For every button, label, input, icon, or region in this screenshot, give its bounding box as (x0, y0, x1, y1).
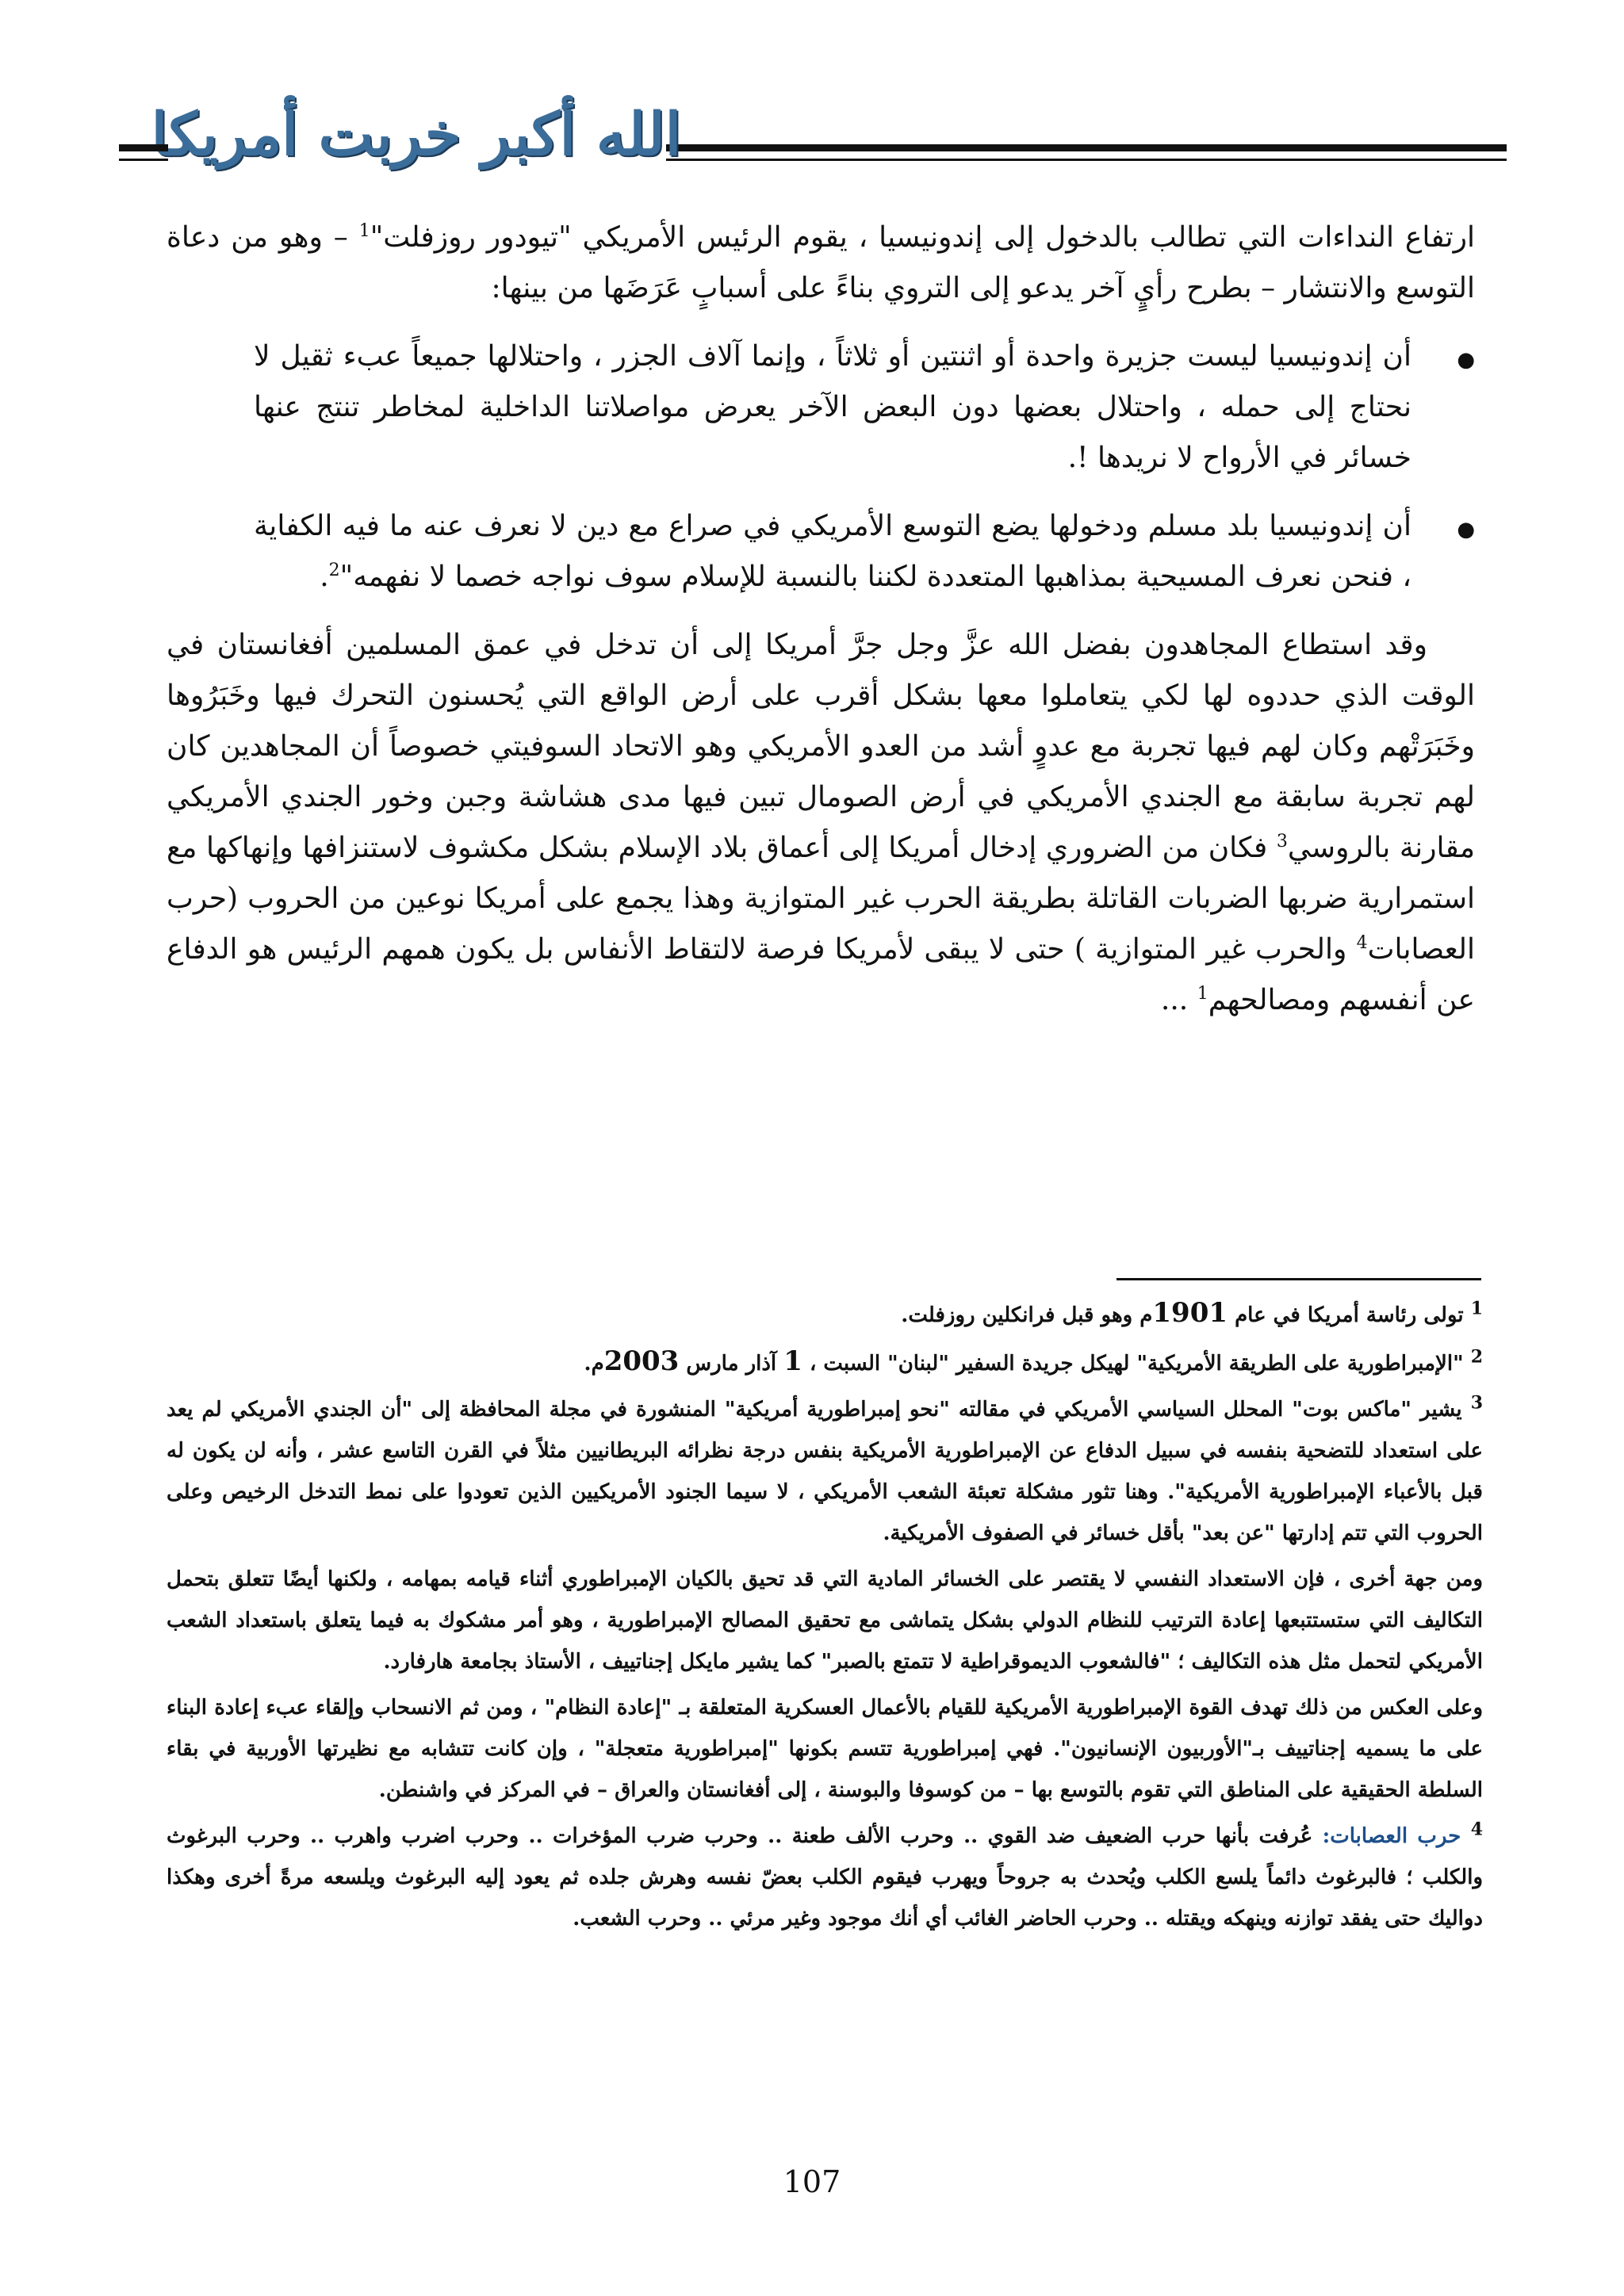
footnote-2: $^2$ "الإمبراطورية على الطريقة الأمريكية" لهيكل جريدة السفير "لبنان" السبت ، 1 آذار مارس 2003م. (584, 1345, 1483, 1377)
header-rule-right (666, 144, 1507, 151)
paragraph-2: وقد استطاع المجاهدون بفضل الله عزَّ وجل جرَّ أمريكا إلى أن تدخل في عمق المسلمين أفغانستان في الوقت الذي حددوه لها لكي يتعاملوا معها بشكل أقرب على أرض الواقع التي يُحسنون التحرك فيها وخَبَرُوها وخَبَرَتْهم وكان لهم فيها تجربة مع عدوٍ أشد من العدو الأمريكي وهو الاتحاد السوفيتي خصوصاً أن المجاهدين كان لهم تجربة سابقة مع الجندي الأمريكي في أرض الصومال تبين فيها مدى هشاشة وجبن وخور الجندي الأمريكي مقارنة بالروسي$^3$ فكان من الضروري إدخال أمريكا إلى أعماق بلاد الإسلام بشكل مكشوف لاستنزافها وإنهاكها مع استمرارية ضربها الضربات القاتلة بطريقة الحرب غير المتوازية وهذا يجمع على أمريكا نوعين من الحروب (حرب العصابات$^4$ والحرب غير المتوازية ) حتى لا يبقى لأمريكا فرصة لالتقاط الأنفاس بل يكون همهم الرئيس هو الدفاع عن أنفسهم ومصالحهم$^1$ ... (167, 629, 1475, 1016)
footnote-3: $^3$ يشير "ماكس بوت" المحلل السياسي الأمريكي في مقالته "نحو إمبراطورية أمريكية" المنشورة في مجلة المحافظة إلى "أن الجندي الأمريكي لم يعد على استعداد للتضحية بنفسه في سبيل الدفاع عن الإمبراطورية الأمريكية بنفس درجة نظرائه البريطانيين مثلاً في القرن التاسع عشر ، وأنه لن يكون له قبل بالأعباء الإمبراطورية الأمريكية". وهنا تثور مشكلة تعبئة الشعب الأمريكي ، لا سيما الجنود الأمريكيين الذين تعودوا على نمط التدخل الرخيص وعلى الحروب التي تتم إدارتها "عن بعد" بأقل خسائر في الصفوف الأمريكية. (167, 1392, 1483, 1545)
page-number: 107 (783, 2164, 841, 2199)
bullet-icon: ● (1457, 518, 1475, 541)
footnote-3-continued: ومن جهة أخرى ، فإن الاستعداد النفسي لا يقتصر على الخسائر المادية التي قد تحيق بالكيان الإمبراطوري أثناء قيامه بمهامه ، ولكنها أيضًا تتعلق بتحمل التكاليف التي ستستتبعها إعادة الترتيب للنظام الدولي بشكل يتماشى مع تحقيق المصالح الإمبراطورية ، وهو أمر مشكوك به فيما يتعلق باستعداد الشعب الأمريكي لتحمل مثل هذه التكاليف ؛ "فالشعوب الديموقراطية لا تتمتع بالصبر" كما يشير مايكل إجناتييف ، الأستاذ بجامعة هارفارد. (167, 1567, 1483, 1674)
footnote-3-continued: وعلى العكس من ذلك تهدف القوة الإمبراطورية الأمريكية للقيام بالأعمال العسكرية المتعلقة بـ "إعادة النظام" ، ومن ثم الانسحاب وإلقاء عبء إعادة البناء على ما يسميه إجناتييف بـ"الأوربيون الإنسانيون". فهي إمبراطورية تتسم بكونها "إمبراطورية متعجلة" ، وإن كانت تتشابه مع نظيرتها الأوربية في بقاء السلطة الحقيقية على المناطق التي تقوم بالتوسع بها – من كوسوفا والبوسنة ، إلى أفغانستان والعراق – في المركز في واشنطن. (167, 1696, 1483, 1802)
footnote-ref: 4 (1356, 933, 1368, 953)
footnote-ref: 1 (1197, 984, 1208, 1004)
footnote-1: $^1$ تولى رئاسة أمريكا في عام 1901م وهو قبل فرانكلين روزفلت. (901, 1297, 1483, 1329)
header-rule-left (119, 144, 168, 151)
bullet-item (167, 331, 1475, 484)
header-logo: الله أكبر خربت أمريكا (151, 101, 682, 169)
header-rule-right-thin (666, 159, 1507, 161)
footnote-ref: 3 (1276, 832, 1288, 851)
footnote-ref: 1 (358, 221, 370, 241)
header-rule-left-thin (119, 159, 168, 161)
bullet-text: أن إندونيسيا ليست جزيرة واحدة أو اثنتين أو ثلاثاً ، وإنما آلاف الجزر ، واحتلالها جميعاً عبء ثقيل لا نحتاج إلى حمله ، واحتلال بعضها دون البعض الآخر يعرض مواصلاتنا الداخلية لمخاطر تنتج عنها خسائر في الأرواح لا نريدها !. (254, 340, 1411, 474)
footnotes (167, 1292, 1483, 1944)
footnote-4: $^4$ حرب العصابات: عُرفت بأنها حرب الضعيف ضد القوي .. وحرب الألف طعنة .. وحرب ضرب المؤخرات .. وحرب اضرب واهرب .. وحرب البرغوث والكلب ؛ فالبرغوث دائماً يلسع الكلب ويُحدث به جروحاً ويهرب فيقوم الكلب بعضّ نفسه وهرش جلده ثم يعود إليه البرغوث ويلسعه مرةً أخرى وهكذا دواليك حتى يفقد توازنه وينهكه ويقتله .. وحرب الحاضر الغائب أي أنك موجود وغير مرئي .. وحرب الشعب. (167, 1819, 1483, 1931)
paragraph-1: ارتفاع النداءات التي تطالب بالدخول إلى إندونيسيا ، يقوم الرئيس الأمريكي "تيودور روزفلت"$^1$ – وهو من دعاة التوسع والانتشار – بطرح رأيٍ آخر يدعو إلى التروي بناءً على أسبابٍ عَرَضَها من بينها: (167, 221, 1475, 304)
page-header (119, 95, 1507, 174)
body-text (167, 212, 1475, 1043)
bullet-icon: ● (1457, 348, 1475, 372)
footnote-ref: 2 (328, 561, 340, 580)
footnote-separator (1116, 1278, 1481, 1280)
bullet-text: أن إندونيسيا بلد مسلم ودخولها يضع التوسع الأمريكي في صراع مع دين لا نعرف عنه ما فيه الكفاية ، فنحن نعرف المسيحية بمذاهبها المتعددة لكننا بالنسبة للإسلام سوف نواجه خصما لا نفهمه"$^2$. (254, 510, 1411, 593)
bullet-item (167, 501, 1475, 603)
footnote-label: حرب العصابات: (1322, 1824, 1471, 1848)
